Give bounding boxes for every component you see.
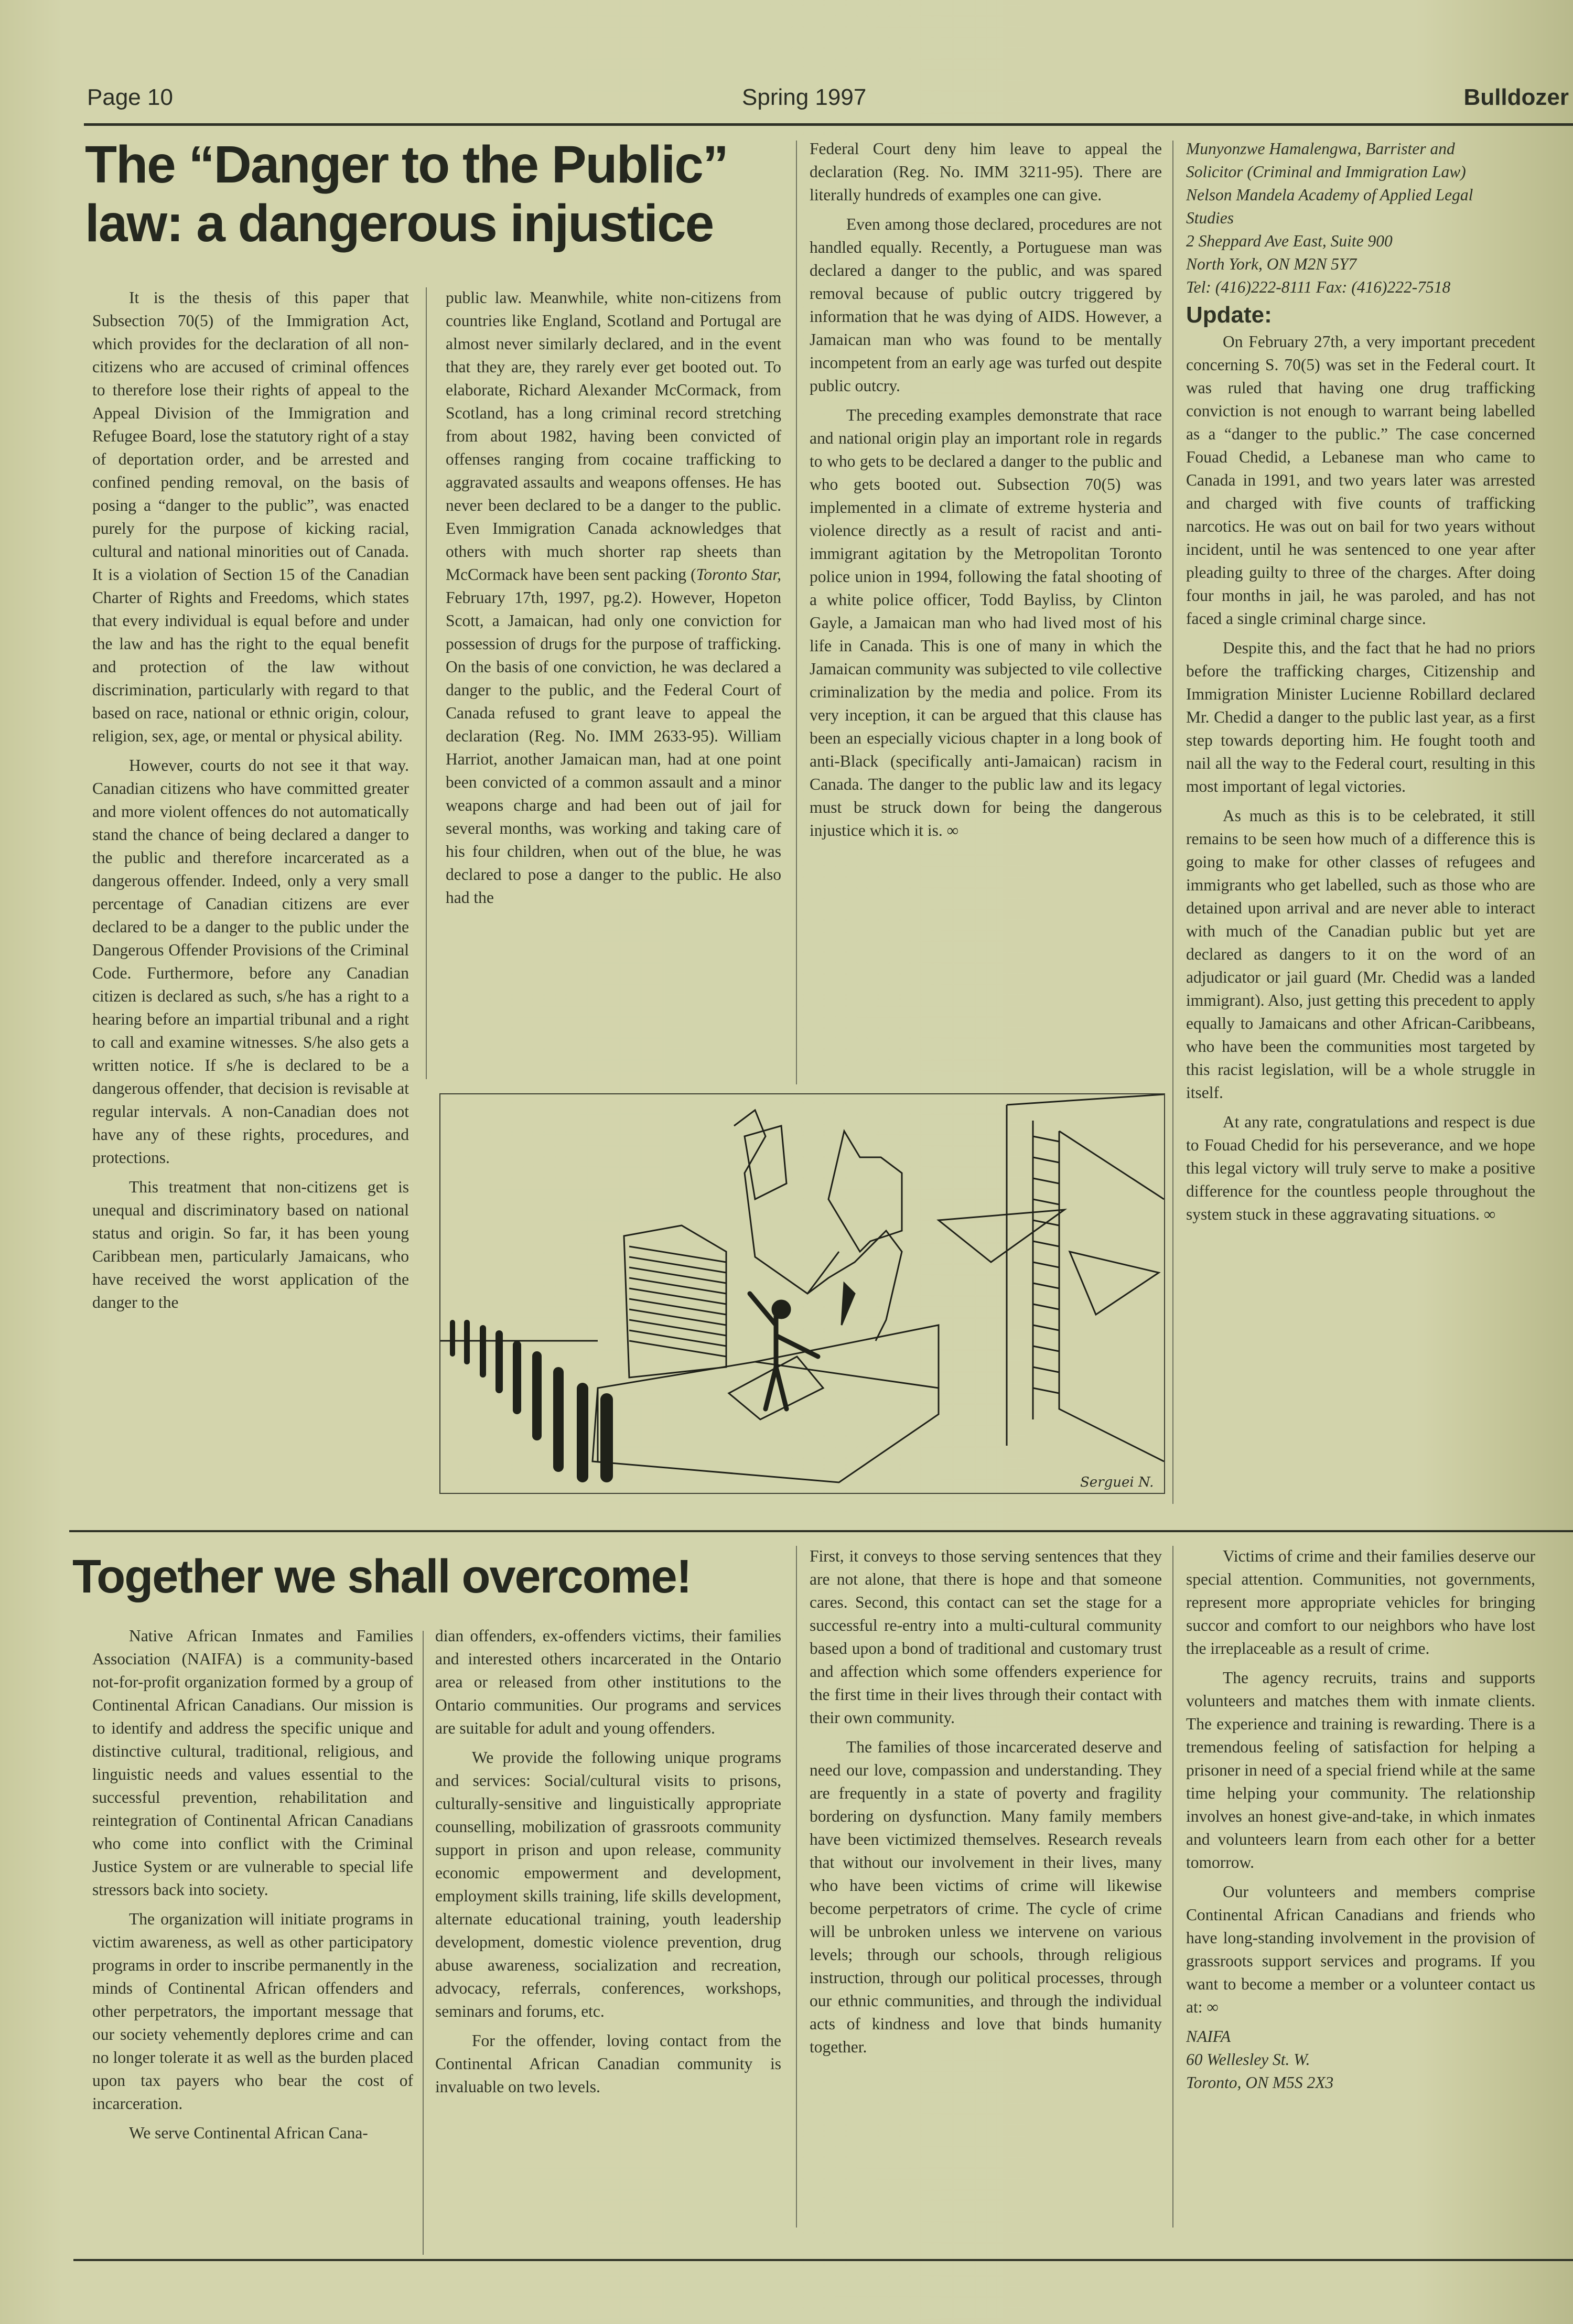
article1-headline-line2: law: a dangerous injustice [85, 194, 714, 253]
column-divider [423, 1631, 424, 2255]
article1-paragraph: This treatment that non-citizens get is unequal and discriminatory based on national status and origin. So far, it has been young Caribbean men, particularly Jamaicans, who have received the worst application of the danger to the [92, 1178, 409, 1311]
update-paragraph: As much as this is to be celebrated, it still remains to be seen how much of a difference this is going to make for other classes of refugees and immigrants who get labelled, such as those who are detained upon arrival and are never able to interact with much of the Canadian public but yet are declared as dangers to it on the word of an adjudicator or jail guard (Mr. Chedid was a landed immigrant). Also, just getting this precedent to apply equally to Jamaicans and other African-Caribbeans, who have been the communities most targeted by this racist legislation, will be a whole struggle in itself. [1186, 806, 1535, 1102]
column-divider [796, 141, 797, 1084]
article1-column-2 [446, 286, 781, 1089]
header-rule [84, 123, 1573, 126]
article1-column-3 [810, 137, 1162, 1089]
author-line: North York, ON M2N 5Y7 [1186, 255, 1357, 273]
issue-date: Spring 1997 [742, 84, 867, 110]
article1-paragraph [446, 286, 781, 909]
tie [842, 1283, 855, 1325]
update-heading: Update: [1186, 302, 1272, 328]
author-line: Munyonzwe Hamalengwa, Barrister and [1186, 139, 1455, 158]
section-rule [69, 1530, 1573, 1532]
contact-line: Toronto, ON M5S 2X3 [1186, 2073, 1334, 2092]
author-line: Nelson Mandela Academy of Applied Legal [1186, 186, 1473, 204]
article2-paragraph: We serve Continental African Cana- [129, 2124, 368, 2142]
author-block [1186, 137, 1535, 299]
article1-headline-line1: The “Danger to the Public” [85, 135, 728, 194]
article2-column-4 [1186, 1545, 1535, 2254]
article1-paragraph: Federal Court deny him leave to appeal the declaration (Reg. No. IMM 3211-95). There are literally hundreds of examples one can give. [810, 139, 1162, 204]
article1-paragraph: It is the thesis of this paper that Subsection 70(5) of the Immigration Act, which provides for the declaration of all non-citizens who are accused of criminal offences to therefore lose their rights of appeal to the Appeal Division of the Immigration and Refugee Board, lose the statutory right of a stay of deportation order, and be arrested and confined pending removal, on the basis of posing a “danger to the public”, was enacted purely for the purpose of kicking racial, cultural and national minorities out of Canada. It is a violation of Section 15 of the Canadian Charter of Rights and Freedoms, which states that every individual is equal before and under the law and has the right to the equal benefit and protection of the law without discrimination, particularly with regard to that based on race, national or ethnic origin, colour, religion, sex, age, or mental or physical ability. [92, 288, 409, 745]
queue-of-people [450, 1320, 613, 1482]
editorial-cartoon [439, 1093, 1165, 1494]
article2-paragraph: We provide the following unique programs and services: Social/cultural visits to prisons, culturally-sensitive and linguistically appropriate counselling, mobilization of grassroots community support in prison and upon release, community economic empowerment and development, employment skills training, life skills development, alternate educational training, youth leadership development, domestic violence prevention, drug abuse awareness, socialization and recreation, advocacy, referrals, conferences, workshops, seminars and forums, etc. [435, 1748, 781, 2020]
article2-paragraph: dian offenders, ex-offenders victims, their families and interested others incarcerated in the Ontario area or released from other institutions to the Ontario communities. Our programs and services are suitable for adult and young offenders. [435, 1627, 781, 1737]
article2-headline: Together we shall overcome! [72, 1551, 691, 1603]
paper-plane-icon [1070, 1252, 1159, 1315]
citation-toronto-star: Toronto Star, [696, 565, 781, 584]
article2-paragraph: For the offender, loving contact from the Continental African Canadian community is invaluable on two levels. [435, 2031, 781, 2096]
author-line: Tel: (416)222-8111 Fax: (416)222-7518 [1186, 278, 1451, 296]
article1-paragraph: The preceding examples demonstrate that race and national origin play an important role in regards to who gets to be declared a danger to the public and who gets booted out. Subsection 70(5) was implemented in a climate of extreme hysteria and violence directly as a result of racist and anti-immigrant agitation by the Metropolitan Toronto police union in 1994, following the fatal shooting of a white police officer, Todd Bayliss, by Clinton Gayle, a Jamaican man who had lived most of his life in Canada. This is one of many in which the Jamaican community was subjected to vile collective criminalization by the media and police. From its very inception, it can be argued that this clause has been an especially vicious chapter in a long book of anti-Black (specifically anti-Jamaican) racism in Canada. The danger to the public law and its legacy must be struck down for being the dangerous injustice which it is. ∞ [810, 406, 1162, 840]
article1-column-1 [92, 286, 409, 1524]
publication-name: Bulldozer [1463, 84, 1569, 110]
article1-paragraph: However, courts do not see it that way. Canadian citizens who have committed greater and more violent offences do not automatically stand the chance of being declared a danger to the public and therefore incarcerated as a dangerous offender. Indeed, only a very small percentage of Canadian citizens are ever declared to be a danger to the public under the Dangerous Offender Provisions of the Criminal Code. Furthermore, before any Canadian citizen is declared as such, s/he has a right to a hearing before an impartial tribunal and a right to call and examine witnesses. S/he also gets a written notice. If s/he is declared to be a dangerous offender, that decision is revisable at regular intervals. A non-Canadian does not have any of these rights, procedures, and protections. [92, 756, 409, 1167]
contact-line: 60 Wellesley St. W. [1186, 2050, 1310, 2069]
desk-top [755, 1325, 939, 1388]
column-divider [1172, 1546, 1173, 2228]
column-divider [796, 1546, 797, 2228]
article1-headline [85, 135, 788, 253]
article1-paragraph: Even among those declared, procedures are not handled equally. Recently, a Portuguese man was declared a danger to the public, and was spared removal because of public outcry triggered by information that he was dying of AIDS. However, a Jamaican man who was found to be mentally incompetent from an early age was turfed out despite public outcry. [810, 215, 1162, 395]
update-paragraph: Despite this, and the fact that he had no priors before the trafficking charges, Citizenship and Immigration Minister Lucienne Robillard declared Mr. Chedid a danger to the public last year, as a first step towards deporting him. He fought tooth and nail all the way to the Federal court, resulting in this most important of legal victories. [1186, 639, 1535, 795]
article1-text: February 17th, 1997, pg.2). However, Hopeton Scott, a Jamaican, had only one conviction for possession of drugs for the purpose of trafficking. On the basis of one conviction, he was declared a danger to the public, and the Federal Court of Canada refused to grant leave to appeal the declaration (Reg. No. IMM 2633-95). William Harriot, another Jamaican man, had at one point been convicted of a common assault and a minor weapons charge and had been out of jail for several months, was working and taking care of his four children, when out of the blue, he was declared to pose a danger to the public. He also had the [446, 588, 781, 907]
article2-paragraph: First, it conveys to those serving sentences that they are not alone, that there is hope and that someone cares. Second, this contact can set the stage for a successful re-entry into a multi-cultural community based upon a bond of traditional and customary trust and affection which some offenders experience for the first time in their lives through their contact with their own community. [810, 1547, 1162, 1727]
column-divider [1172, 141, 1173, 1504]
article2-paragraph: Our volunteers and members comprise Continental African Canadians and friends who have long-standing involvement in the provision of grassroots support services and programs. If you want to become a member or a volunteer contact us at: ∞ [1186, 1882, 1535, 2016]
article2-paragraph: The agency recruits, trains and supports volunteers and matches them with inmate clients. The experience and training is rewarding. There is a tremendous feeling of satisfaction for helping a prisoner in need of a special friend while at the same time helping your community. The relationship involves an honest give-and-take, in which inmates and volunteers learn from each other for a better tomorrow. [1186, 1669, 1535, 1871]
paper-plane-icon [939, 1210, 1064, 1262]
author-line: Solicitor (Criminal and Immigration Law) [1186, 163, 1466, 181]
paper-stack [624, 1225, 726, 1378]
article2-paragraph: The organization will initiate programs in victim awareness, as well as other participatory programs in order to inscribe permanently in the minds of Continental African offenders and other perpetrators, the important message that our society vehemently deplores crime and can no longer tolerate it as well as the burden placed upon tax payers who bear the cost of incarceration. [92, 1910, 413, 2113]
footer-rule [73, 2259, 1573, 2261]
article2-paragraph: Victims of crime and their families deserve our special attention. Communities, not governments, represent more appropriate vehicles for bringing succor and comfort to our neighbors who have lost the irreplaceable as a result of crime. [1186, 1547, 1535, 1658]
article2-paragraph: Native African Inmates and Families Association (NAIFA) is a community-based not-for-profit organization formed by a group of Continental African Canadians. Our mission is to identify and address the specific unique and distinctive cultural, traditional, religious, and linguistic needs and values essential to the successful prevention, rehabilitation and reintegration of Continental African Canadians who come into conflict with the Criminal Justice System or are vulnerable to special life stressors back into society. [92, 1627, 413, 1899]
update-paragraph: At any rate, congratulations and respect is due to Fouad Chedid for his perseverance, and we hope this legal victory will truly serve to make a positive difference for the countless people throughout the system stuck in these aggravating situations. ∞ [1186, 1113, 1535, 1223]
article2-column-3 [810, 1545, 1162, 2254]
author-line: 2 Sheppard Ave East, Suite 900 [1186, 232, 1393, 250]
cartoon-drawing [440, 1094, 1164, 1493]
contact-block [1186, 2025, 1535, 2094]
author-line: Studies [1186, 209, 1234, 227]
pleading-figure [750, 1294, 818, 1409]
cartoon-signature: Serguei N. [1080, 1475, 1154, 1490]
update-paragraph: On February 27th, a very important precedent concerning S. 70(5) was set in the Federal court. It was ruled that having one drug trafficking conviction is not enough to warrant being labelled as a “danger to the public.” The case concerned Fouad Chedid, a Lebanese man who came to Canada in 1991, and two years later was arrested and charged with five counts of trafficking narcotics. He was out on bail for two years without incident, until he was sentenced to one year after pleading guilty to three of the charges. After doing four months in jail, he was paroled, and has not faced a single criminal charge since. [1186, 332, 1535, 628]
column-divider [426, 287, 427, 1079]
page-number: Page 10 [87, 84, 173, 110]
article1-column-4 [1186, 137, 1535, 1522]
window [1007, 1094, 1164, 1461]
desk-front [592, 1362, 939, 1482]
article2-column-1 [92, 1624, 413, 2254]
article2-paragraph: The families of those incarcerated deserve and need our love, compassion and understanding. They are frequently in a state of poverty and fragility bordering on dysfunction. Many family members have been victimized themselves. Research reveals that without our involvement in their lives, many who have been victims of crime will likewise become perpetrators of crime. The cycle of crime will be unbroken unless we intervene on various levels; through our schools, through religious instruction, through our political processes, through our ethnic communities, and through the individual acts of kindness and love that binds humanity together. [810, 1738, 1162, 2056]
article2-column-2 [435, 1624, 781, 2254]
article1-text: public law. Meanwhile, white non-citizens from countries like England, Scotland and Portugal are almost never similarly declared, and in the event that they are, they rarely ever get booted out. To elaborate, Richard Alexander McCormack, from Scotland, has a long criminal record stretching from about 1982, having been convicted of offenses ranging from cocaine trafficking to aggravated assaults and weapons offenses. He has never been declared to be a danger to the public. Even Immigration Canada acknowledges that others with much shorter rap sheets than McCormack have been sent packing ( [446, 288, 781, 584]
contact-line: NAIFA [1186, 2027, 1231, 2046]
